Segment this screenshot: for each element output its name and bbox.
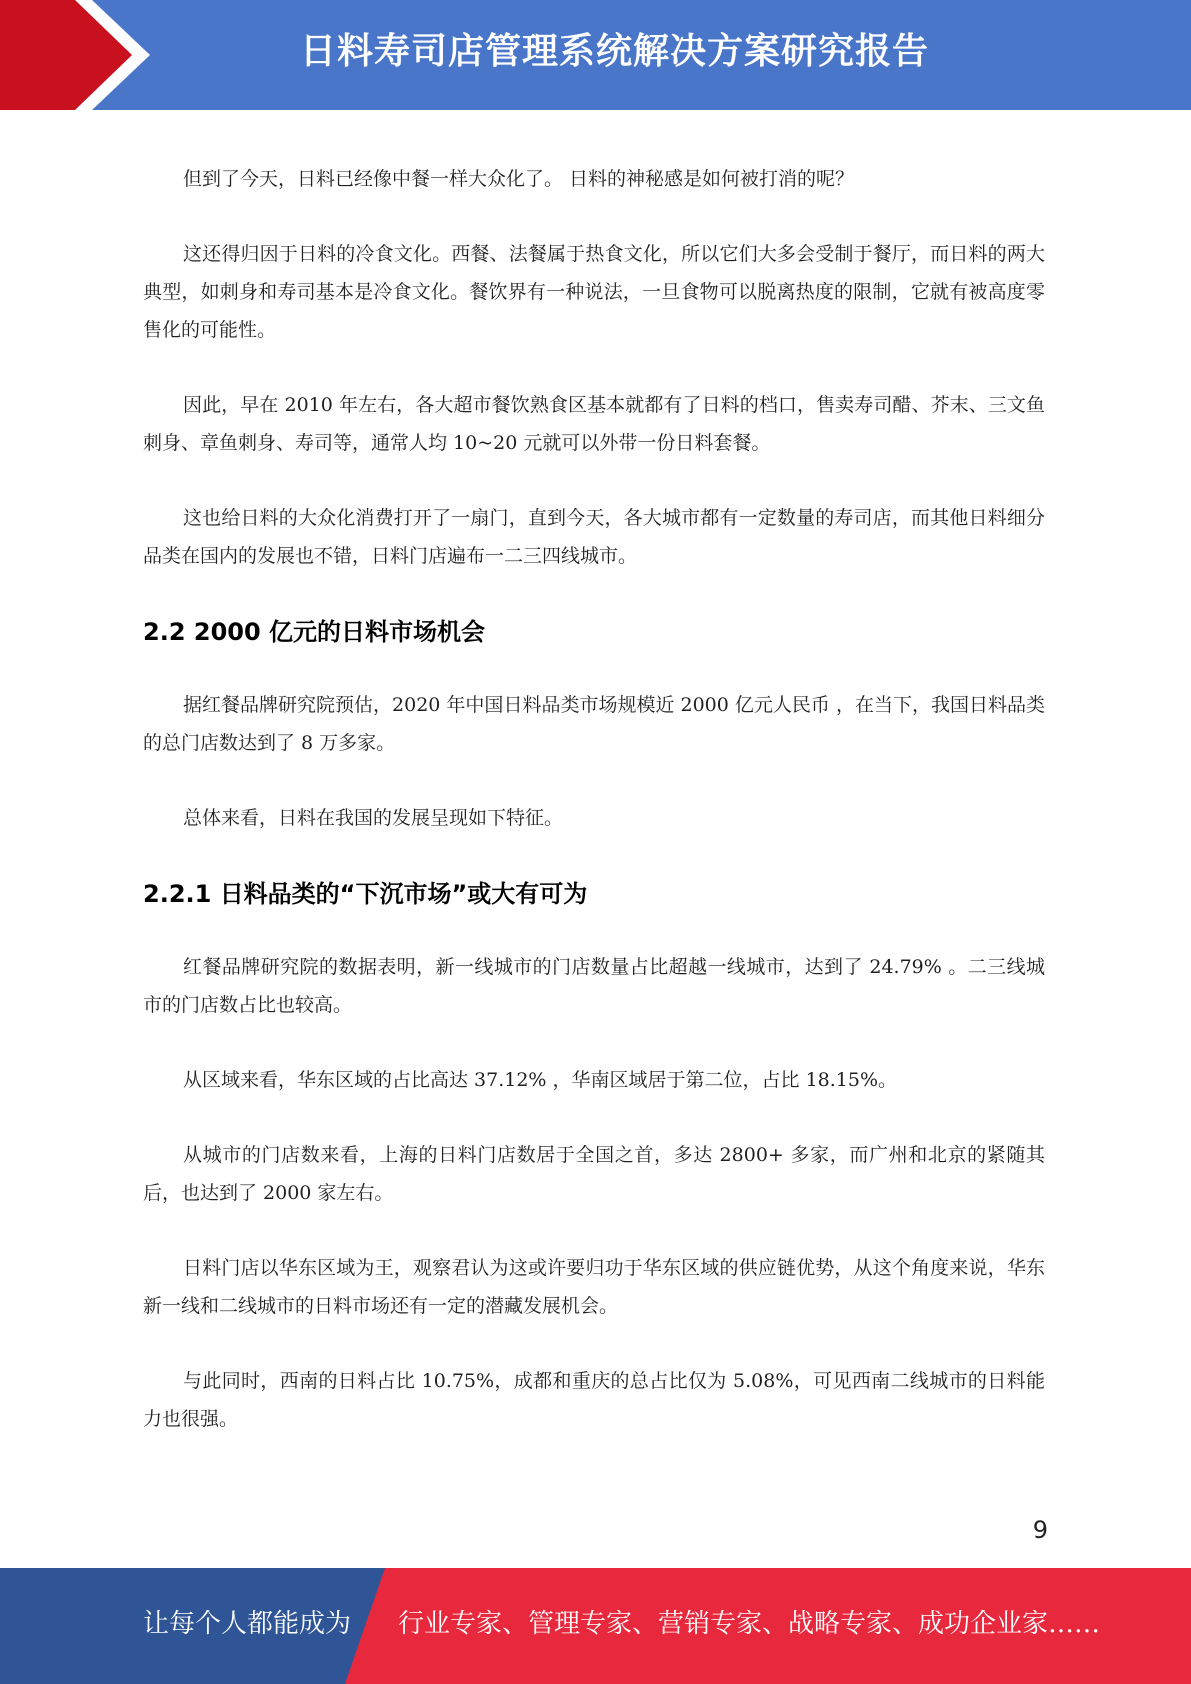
paragraph: 但到了今天，日料已经像中餐一样大众化了。 日料的神秘感是如何被打消的呢？ [183, 168, 855, 190]
paragraph: 这也给日料的大众化消费打开了一扇门，直到今天，各大城市都有一定数量的寿司店，而其他日料细分品类在国内的发展也不错，日料门店遍布一二三四线城市。 [143, 507, 1045, 567]
paragraph: 这还得归因于日料的冷食文化。西餐、法餐属于热食文化，所以它们大多会受制于餐厅，而日料的两大典型，如刺身和寿司基本是冷食文化。餐饮界有一种说法，一旦食物可以脱离热度的限制，它就有被高度零售化的可能性。 [143, 243, 1045, 341]
header-arrow-red [0, 0, 132, 110]
paragraph: 总体来看，日料在我国的发展呈现如下特征。 [183, 807, 564, 829]
paragraph: 从区域来看，华东区域的占比高达 37.12% ，华南区域居于第二位，占比 18.15%。 [183, 1069, 898, 1091]
footer-slogan-left: 让每个人都能成为 [143, 1609, 352, 1639]
footer-banner [0, 1568, 1191, 1684]
subsection-heading: 2.2.1 日料品类的“下沉市场”或大有可为 [143, 880, 588, 908]
header-arrow-decoration [0, 0, 170, 110]
paragraph: 从城市的门店数来看，上海的日料门店数居于全国之首，多达 2800+ 多家，而广州和北京的紧随其后，也达到了 2000 家左右。 [143, 1144, 1045, 1204]
document-title: 日料寿司店管理系统解决方案研究报告 [300, 31, 930, 72]
page-number: 9 [1032, 1516, 1048, 1544]
paragraph: 日料门店以华东区域为王，观察君认为这或许要归功于华东区域的供应链优势，从这个角度来说，华东新一线和二线城市的日料市场还有一定的潜藏发展机会。 [143, 1257, 1045, 1317]
section-heading: 2.2 2000 亿元的日料市场机会 [143, 618, 486, 646]
report-body [143, 160, 1045, 1475]
paragraph: 与此同时，西南的日料占比 10.75%，成都和重庆的总占比仅为 5.08%，可见西南二线城市的日料能力也很强。 [143, 1370, 1045, 1430]
header-banner [0, 0, 1191, 110]
footer-slogan-right: 行业专家、管理专家、营销专家、战略专家、成功企业家…… [398, 1609, 1101, 1639]
paragraph: 红餐品牌研究院的数据表明，新一线城市的门店数量占比超越一线城市，达到了 24.79% 。二三线城市的门店数占比也较高。 [143, 956, 1045, 1016]
paragraph: 因此，早在 2010 年左右，各大超市餐饮熟食区基本就都有了日料的档口，售卖寿司醋、芥末、三文鱼刺身、章鱼刺身、寿司等，通常人均 10~20 元就可以外带一份日料套餐。 [143, 394, 1045, 454]
paragraph: 据红餐品牌研究院预估，2020 年中国日料品类市场规模近 2000 亿元人民币 ，在当下，我国日料品类的总门店数达到了 8 万多家。 [143, 694, 1045, 754]
